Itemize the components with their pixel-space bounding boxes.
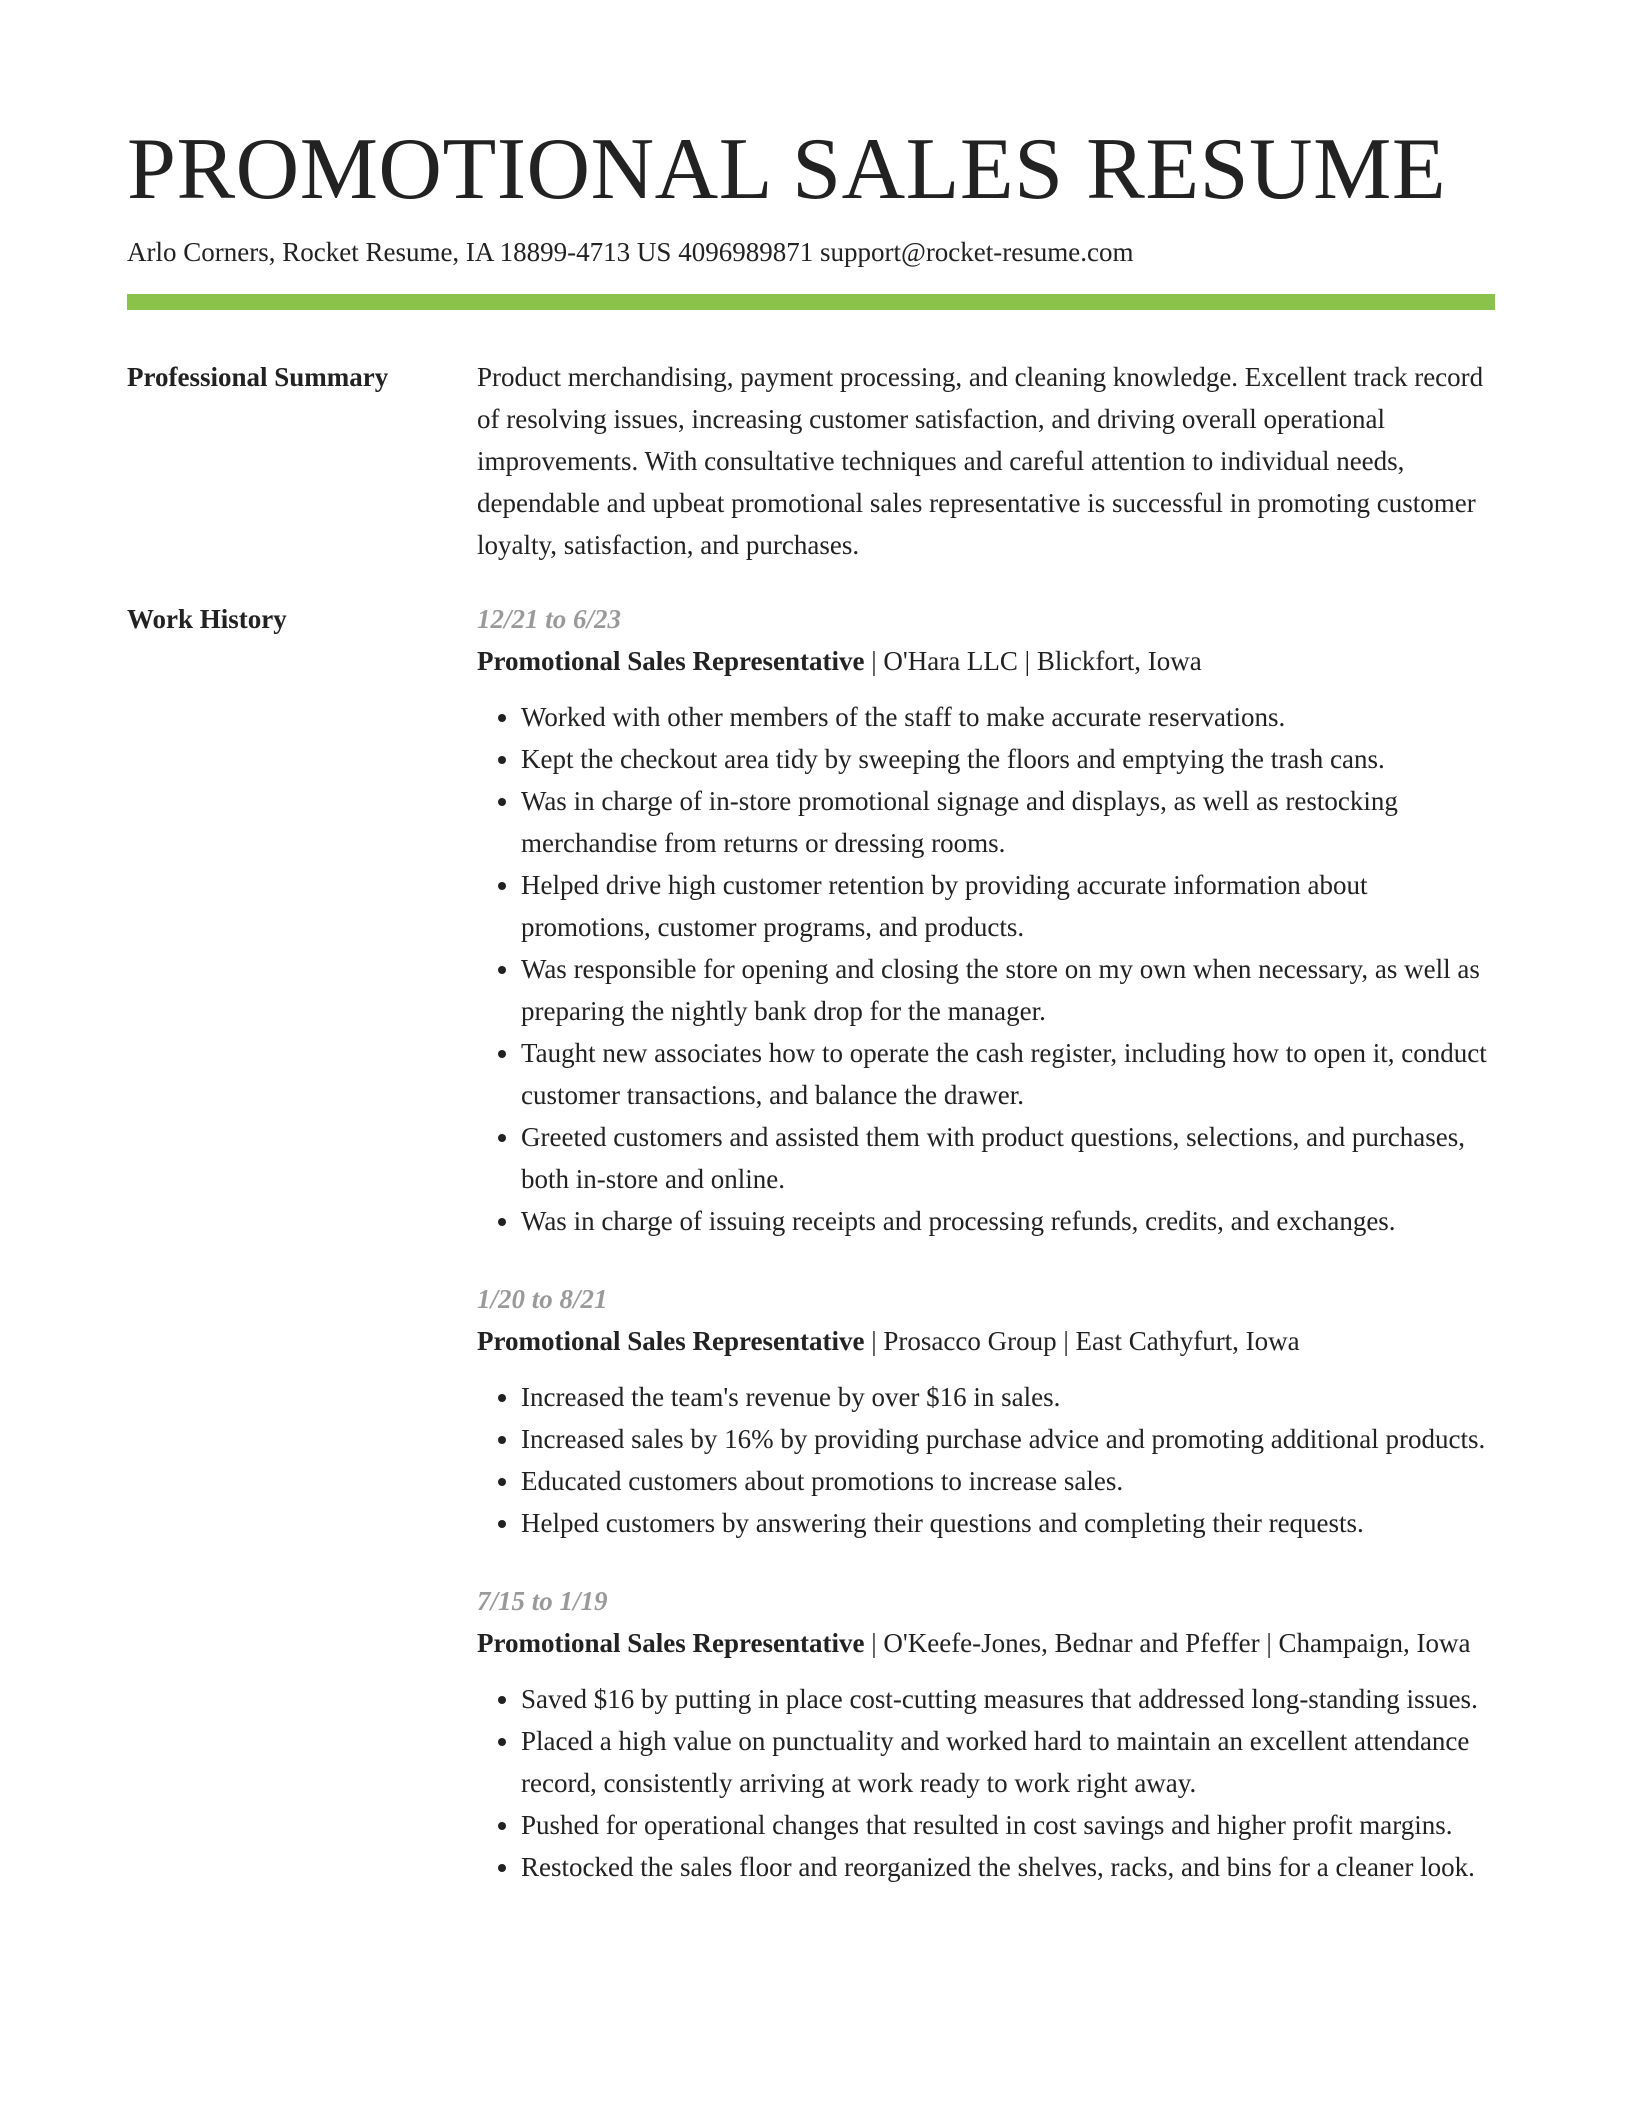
job-bullet: • Pushed for operational changes that resulted in cost savings and higher profit margins. bbox=[521, 1804, 1495, 1846]
job-bullet: • Restocked the sales floor and reorganized the shelves, racks, and bins for a cleaner look. bbox=[521, 1846, 1495, 1888]
job-bullet: • Was in charge of issuing receipts and processing refunds, credits, and exchanges. bbox=[521, 1200, 1495, 1242]
job-dates: 7/15 to 1/19 bbox=[477, 1586, 608, 1616]
job-dates: 1/20 to 8/21 bbox=[477, 1284, 608, 1314]
job-dates: 12/21 to 6/23 bbox=[477, 604, 622, 634]
job-bullet: • Helped customers by answering their questions and completing their requests. bbox=[521, 1502, 1495, 1544]
job-bullet: • Greeted customers and assisted them with product questions, selections, and purchases, both in-store and online. bbox=[521, 1116, 1495, 1200]
job-entry bbox=[477, 598, 1495, 1242]
job-entry bbox=[477, 1580, 1495, 1888]
job-heading bbox=[477, 640, 1495, 682]
job-heading bbox=[477, 1320, 1495, 1362]
job-list bbox=[477, 598, 1495, 1924]
work-history-section bbox=[127, 598, 1495, 1924]
job-bullet: • Helped drive high customer retention by providing accurate information about promotions, customer programs, and products. bbox=[521, 864, 1495, 948]
job-bullet: • Increased sales by 16% by providing purchase advice and promoting additional products. bbox=[521, 1418, 1495, 1460]
job-bullet: • Taught new associates how to operate the cash register, including how to open it, conduct customer transactions, and balance the drawer. bbox=[521, 1032, 1495, 1116]
job-bullet: • Was in charge of in-store promotional signage and displays, as well as restocking merchandise from returns or dressing rooms. bbox=[521, 780, 1495, 864]
summary-text: Product merchandising, payment processing, and cleaning knowledge. Excellent track record of resolving issues, increasing customer satisfaction, and driving overall operational improvements. With consultative techniques and careful attention to individual needs, dependable and upbeat promotional sales representative is successful in promoting customer loyalty, satisfaction, and purchases. bbox=[477, 362, 1484, 560]
job-bullet-list bbox=[477, 1376, 1495, 1544]
header-divider bbox=[127, 294, 1495, 310]
job-bullet: • Educated customers about promotions to increase sales. bbox=[521, 1460, 1495, 1502]
resume-title: PROMOTIONAL SALES RESUME bbox=[127, 121, 1447, 218]
job-entry bbox=[477, 1278, 1495, 1544]
job-bullet: • Was responsible for opening and closing the store on my own when necessary, as well as preparing the nightly bank drop for the manager. bbox=[521, 948, 1495, 1032]
job-heading bbox=[477, 1622, 1495, 1664]
job-bullet: • Increased the team's revenue by over $16 in sales. bbox=[521, 1376, 1495, 1418]
job-bullet: • Saved $16 by putting in place cost-cutting measures that addressed long-standing issues. bbox=[521, 1678, 1495, 1720]
job-company-location: | O'Keefe-Jones, Bednar and Pfeffer | Champaign, Iowa bbox=[864, 1628, 1471, 1658]
job-company-location: | Prosacco Group | East Cathyfurt, Iowa bbox=[864, 1326, 1300, 1356]
job-bullet: • Worked with other members of the staff to make accurate reservations. bbox=[521, 696, 1495, 738]
job-bullet-list bbox=[477, 696, 1495, 1242]
job-title: Promotional Sales Representative bbox=[477, 1628, 865, 1658]
professional-summary-section bbox=[127, 356, 1495, 566]
section-label-summary: Professional Summary bbox=[127, 362, 389, 392]
job-bullet: • Placed a high value on punctuality and worked hard to maintain an excellent attendance record, consistently arriving at work ready to work right away. bbox=[521, 1720, 1495, 1804]
job-bullet-list bbox=[477, 1678, 1495, 1888]
contact-phone: 4096989871 bbox=[678, 237, 814, 267]
contact-email: support@rocket-resume.com bbox=[819, 237, 1134, 267]
job-company-location: | O'Hara LLC | Blickfort, Iowa bbox=[864, 646, 1202, 676]
section-label-work: Work History bbox=[127, 604, 287, 634]
job-bullet: • Kept the checkout area tidy by sweeping the floors and emptying the trash cans. bbox=[521, 738, 1495, 780]
job-title: Promotional Sales Representative bbox=[477, 646, 865, 676]
contact-line bbox=[127, 234, 1495, 270]
job-title: Promotional Sales Representative bbox=[477, 1326, 865, 1356]
contact-address: Arlo Corners, Rocket Resume, IA 18899-4713 US bbox=[127, 237, 672, 267]
resume-page bbox=[127, 120, 1495, 1924]
